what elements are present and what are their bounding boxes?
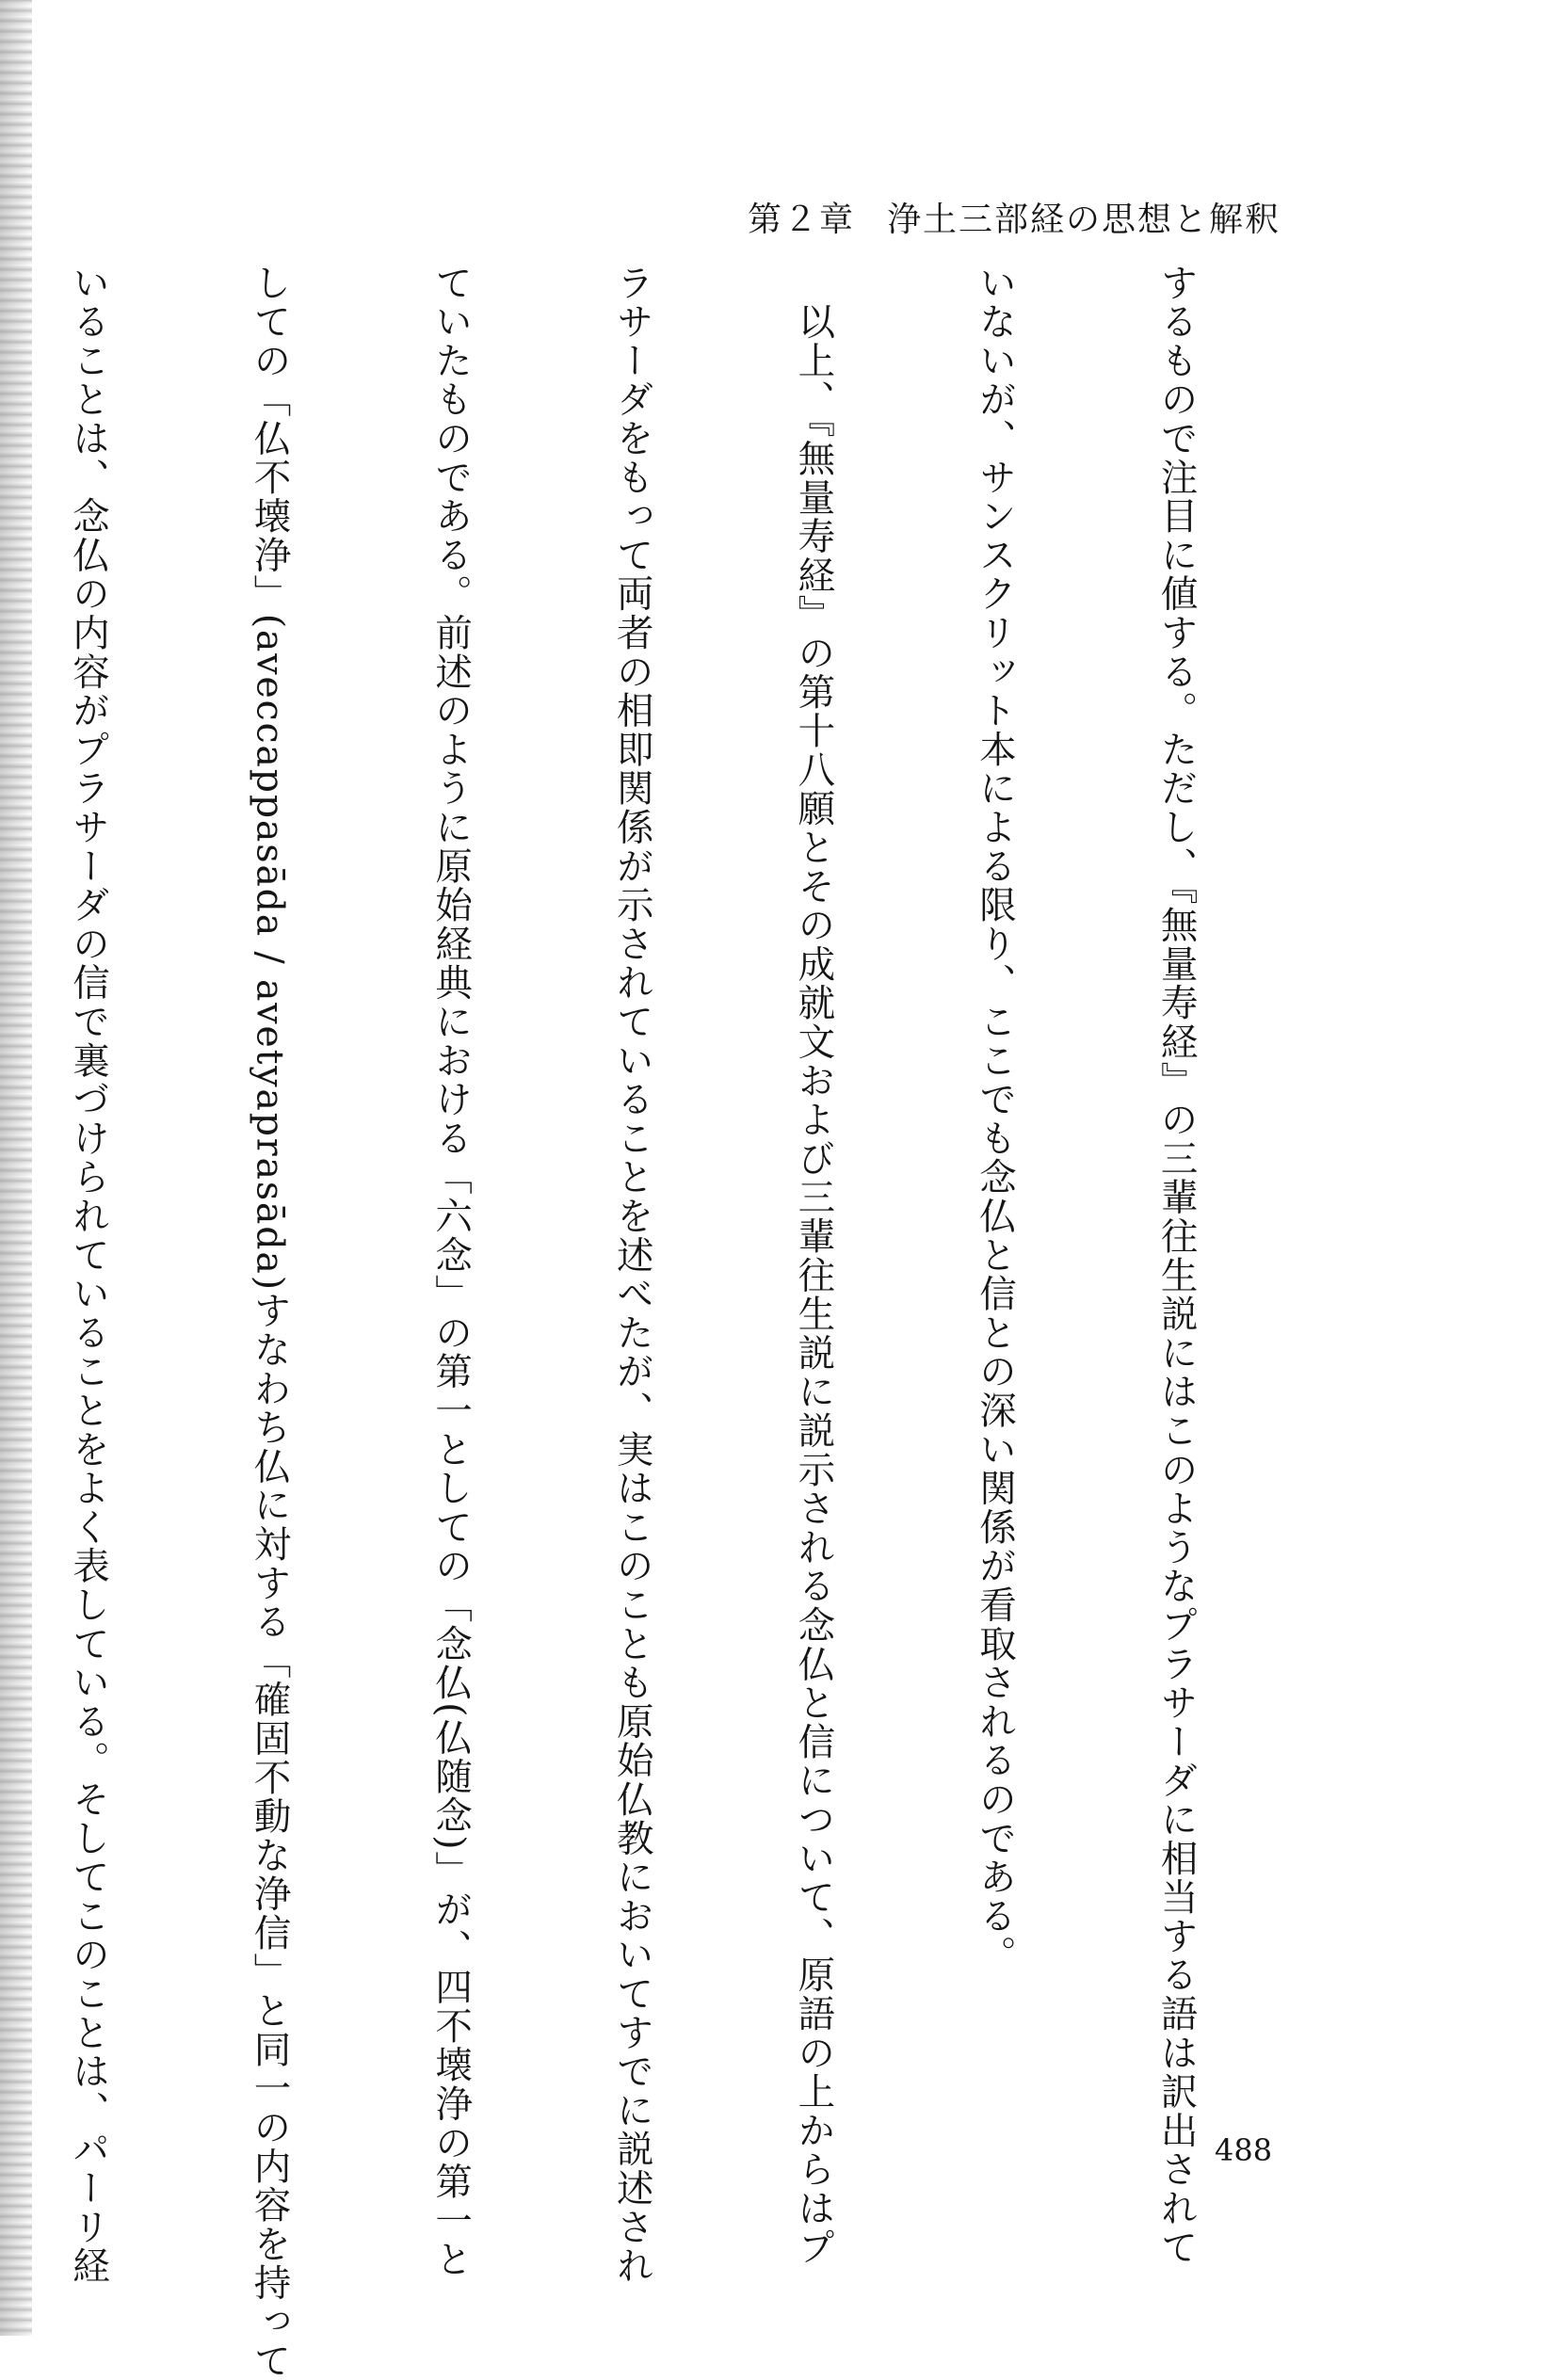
text-line: ラサーダをもって両者の相即関係が示されていることを述べたが、実はこのことも原始仏教においてすでに説述され — [610, 264, 654, 2286]
text-line: 以上、『無量寿経』の第十八願とその成就文および三輩往生説に説示される念仏と信について、原語の上からはプ — [792, 264, 836, 2267]
page-number: 488 — [1215, 2132, 1273, 2168]
text-line: しての「仏不壊浄」(aveccappasāda / avetyaprasāda)すなわち仏に対する「確固不動な浄信」と同一の内容を持って — [248, 264, 292, 2380]
text-line: するもので注目に値する。ただし、『無量寿経』の三輩往生説にはこのようなプラサーダに相当する語は訳出されて — [1154, 264, 1199, 2267]
running-header — [716, 193, 1281, 241]
text-line: いることは、念仏の内容がプラサーダの信で裏づけられていることをよく表している。そしてこのことは、パーリ経 — [66, 264, 110, 2286]
chapter-title: 浄土三部経の思想と解釈 — [886, 201, 1281, 239]
text-line: ていたものである。前述のように原始経典における「六念」の第一としての「念仏(仏随念)」が、四不壊浄の第一と — [429, 264, 474, 2279]
chapter-number: 第２章 — [747, 201, 855, 239]
text-line: いないが、サンスクリット本による限り、ここでも念仏と信との深い関係が看取されるのである。 — [973, 264, 1017, 1975]
